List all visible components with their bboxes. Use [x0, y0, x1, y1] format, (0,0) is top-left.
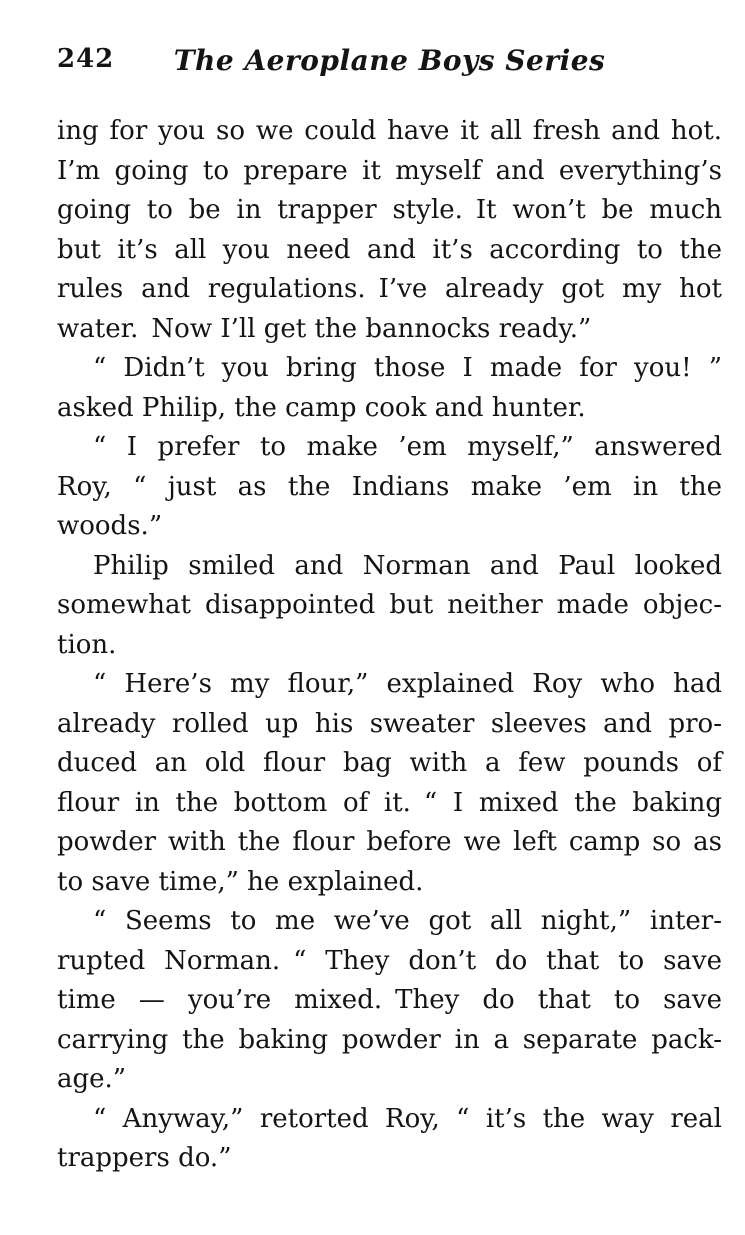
paragraph: [57, 1100, 722, 1179]
text-line: flour in the bottom of it. “ I mixed the baking: [57, 787, 722, 818]
text-line: carrying the baking powder in a separate pack-: [57, 1024, 722, 1055]
text-line: trappers do.”: [57, 1143, 232, 1173]
paragraph: [57, 902, 722, 1100]
paragraph: [57, 428, 722, 547]
text-line: somewhat disappointed but neither made objec-: [57, 590, 722, 620]
text-line: “ Here’s my flour,” explained Roy who had: [93, 669, 722, 699]
paragraph: [57, 665, 722, 902]
paragraph: [57, 112, 722, 349]
text-line: woods.”: [57, 511, 163, 541]
text-line: I’m going to prepare it myself and everything’s: [57, 155, 722, 186]
text-line: “ I prefer to make ’em myself,” answered: [93, 432, 722, 462]
text-line: ing for you so we could have it all fresh and hot.: [57, 116, 722, 146]
text-line: duced an old flour bag with a few pounds of: [57, 748, 722, 778]
page-body: [57, 112, 722, 1179]
text-line: time — you’re mixed. They do that to save: [57, 985, 722, 1015]
text-line: powder with the flour before we left camp so as: [57, 827, 722, 857]
text-line: “ Didn’t you bring those I made for you! ”: [93, 353, 722, 383]
paragraph: [57, 547, 722, 666]
text-line: asked Philip, the camp cook and hunter.: [57, 392, 586, 423]
text-line: age.”: [57, 1064, 127, 1094]
text-line: tion.: [57, 629, 117, 660]
page-header: [57, 44, 722, 78]
text-line: water. Now I’ll get the bannocks ready.”: [57, 313, 592, 344]
text-line: but it’s all you need and it’s according to the: [57, 234, 722, 265]
text-line: Philip smiled and Norman and Paul looked: [93, 550, 722, 581]
page-number: 242: [57, 44, 115, 74]
running-title: The Aeroplane Boys Series: [173, 44, 606, 77]
text-line: Roy, “ just as the Indians make ’em in the: [57, 471, 722, 502]
paragraph: [57, 349, 722, 428]
text-line: already rolled up his sweater sleeves and pro-: [57, 708, 722, 739]
text-line: “ Anyway,” retorted Roy, “ it’s the way real: [93, 1103, 722, 1134]
text-line: rupted Norman. “ They don’t do that to save: [57, 945, 722, 976]
text-line: to save time,” he explained.: [57, 866, 424, 897]
text-line: going to be in trapper style. It won’t be much: [57, 195, 722, 225]
text-line: rules and regulations. I’ve already got my hot: [57, 274, 722, 304]
text-line: “ Seems to me we’ve got all night,” inter-: [93, 906, 722, 936]
